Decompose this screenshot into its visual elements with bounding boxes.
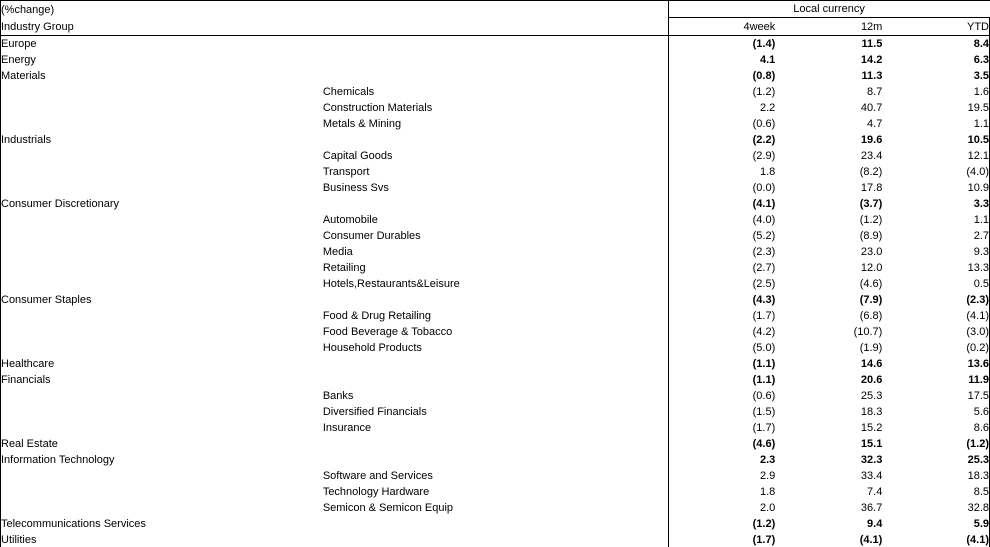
table-row — [1, 228, 990, 244]
value-ytd: 10.5 — [882, 132, 989, 148]
table-row — [1, 116, 990, 132]
row-group-empty — [1, 148, 323, 164]
value-4week: (1.2) — [668, 516, 775, 532]
value-4week: (4.3) — [668, 292, 775, 308]
table-body — [1, 36, 990, 547]
value-4week: 4.1 — [668, 52, 775, 68]
value-12m: 11.3 — [861, 70, 883, 82]
sub-industry-label: Automobile — [322, 214, 378, 226]
value-12m: (1.2) — [859, 214, 883, 226]
value-12m: (8.2) — [859, 166, 883, 178]
value-ytd: 5.9 — [882, 516, 989, 532]
value-12m: 12.0 — [860, 262, 883, 274]
row-sub-empty — [323, 372, 668, 388]
table-row — [1, 420, 990, 436]
value-12m: 7.4 — [867, 486, 883, 498]
table-row — [1, 532, 990, 547]
header-row-periods — [1, 18, 990, 36]
value-4week: (1.7) — [668, 308, 775, 324]
table-row — [1, 436, 990, 452]
sector-label: Europe — [1, 36, 323, 53]
row-sub-empty — [323, 356, 668, 372]
table-row — [1, 356, 990, 372]
sub-industry-label: Media — [322, 246, 353, 258]
row-sub-empty — [323, 196, 668, 212]
value-4week: (2.7) — [668, 260, 775, 276]
row-group-empty — [1, 100, 323, 116]
table-row — [1, 84, 990, 100]
sector-label: Industrials — [1, 132, 323, 148]
value-12m: 25.3 — [860, 390, 883, 402]
value-4week: (1.7) — [668, 420, 775, 436]
value-4week: (1.1) — [668, 356, 775, 372]
value-ytd: 2.7 — [882, 228, 989, 244]
value-ytd: (4.1) — [882, 532, 989, 547]
row-group-empty — [1, 212, 323, 228]
value-12m: 11.5 — [861, 38, 883, 50]
sector-label: Real Estate — [1, 436, 323, 452]
value-4week: (0.6) — [668, 116, 775, 132]
table-row — [1, 68, 990, 84]
sector-label: Healthcare — [1, 356, 323, 372]
table-row — [1, 212, 990, 228]
value-12m: 9.4 — [867, 518, 883, 530]
sub-industry-label: Construction Materials — [322, 102, 433, 114]
row-sub-empty — [323, 292, 668, 308]
value-ytd: 8.4 — [882, 36, 989, 53]
sub-industry-label: Food Beverage & Tobacco — [322, 326, 453, 338]
value-ytd: 0.5 — [882, 276, 989, 292]
table-row — [1, 164, 990, 180]
value-4week: (5.0) — [668, 340, 775, 356]
value-4week: (1.2) — [668, 84, 775, 100]
sub-industry-label: Business Svs — [322, 182, 389, 194]
value-4week: 2.2 — [668, 100, 775, 116]
value-4week: (2.2) — [668, 132, 775, 148]
sub-industry-label: Metals & Mining — [322, 118, 402, 130]
value-4week: (1.1) — [668, 372, 775, 388]
sub-industry-label: Household Products — [322, 342, 422, 354]
row-sub-empty — [323, 532, 668, 547]
sub-industry-label: Semicon & Semicon Equip — [322, 502, 454, 514]
value-12m: 36.7 — [860, 502, 883, 514]
row-group-empty — [1, 468, 323, 484]
row-group-empty — [1, 340, 323, 356]
value-ytd: 1.6 — [882, 84, 989, 100]
row-group-empty — [1, 116, 323, 132]
value-12m: (6.8) — [859, 310, 883, 322]
value-ytd: 25.3 — [882, 452, 989, 468]
value-4week: 2.3 — [668, 452, 775, 468]
value-12m: 15.2 — [860, 422, 883, 434]
value-4week: (0.6) — [668, 388, 775, 404]
value-ytd: 13.3 — [882, 260, 989, 276]
sub-industry-label: Chemicals — [322, 86, 375, 98]
value-ytd: 17.5 — [882, 388, 989, 404]
sector-label: Utilities — [1, 532, 323, 547]
sub-industry-label: Food & Drug Retailing — [322, 310, 432, 322]
table-row — [1, 260, 990, 276]
value-12m: 18.3 — [860, 406, 883, 418]
sub-industry-label: Transport — [322, 166, 370, 178]
value-ytd: 9.3 — [882, 244, 989, 260]
value-12m: 14.6 — [860, 358, 883, 370]
table-row — [1, 196, 990, 212]
table-row — [1, 516, 990, 532]
value-4week: (1.4) — [668, 36, 775, 53]
value-ytd: (4.1) — [882, 308, 989, 324]
sub-industry-label: Hotels,Restaurants&Leisure — [322, 278, 460, 290]
sub-industry-label: Software and Services — [322, 470, 433, 482]
header-spacer — [323, 1, 668, 18]
row-group-empty — [1, 164, 323, 180]
value-4week: (4.6) — [668, 436, 775, 452]
sector-label: Materials — [1, 68, 323, 84]
row-group-empty — [1, 420, 323, 436]
value-12m: (3.7) — [859, 198, 883, 210]
value-4week: 1.8 — [668, 484, 775, 500]
value-ytd: 8.6 — [882, 420, 989, 436]
value-ytd: 32.8 — [882, 500, 989, 516]
value-12m: 23.0 — [860, 246, 883, 258]
row-group-empty — [1, 500, 323, 516]
value-ytd: 3.3 — [882, 196, 989, 212]
value-4week: (1.7) — [668, 532, 775, 547]
table-row — [1, 148, 990, 164]
value-ytd: (1.2) — [882, 436, 989, 452]
row-group-empty — [1, 388, 323, 404]
value-12m: 33.4 — [860, 470, 883, 482]
row-group-empty — [1, 180, 323, 196]
value-4week: (1.5) — [668, 404, 775, 420]
row-group-empty — [1, 244, 323, 260]
value-4week: (0.0) — [668, 180, 775, 196]
value-12m: (8.9) — [859, 230, 883, 242]
value-12m: 15.1 — [860, 438, 883, 450]
table-row — [1, 324, 990, 340]
value-12m: 4.7 — [867, 118, 883, 130]
table-row — [1, 100, 990, 116]
table-row — [1, 452, 990, 468]
value-4week: (0.8) — [668, 68, 775, 84]
value-ytd: 3.5 — [882, 68, 989, 84]
table-row — [1, 36, 990, 53]
table-row — [1, 308, 990, 324]
table-row — [1, 340, 990, 356]
value-ytd: 1.1 — [882, 212, 989, 228]
row-group-empty — [1, 260, 323, 276]
row-group-empty — [1, 84, 323, 100]
row-sub-empty — [323, 68, 668, 84]
value-12m: 17.8 — [860, 182, 883, 194]
row-group-empty — [1, 308, 323, 324]
table-row — [1, 132, 990, 148]
table-row — [1, 484, 990, 500]
value-ytd: 18.3 — [882, 468, 989, 484]
column-header-ytd: YTD — [882, 18, 989, 36]
table-row — [1, 244, 990, 260]
value-4week: (2.5) — [668, 276, 775, 292]
table-row — [1, 372, 990, 388]
value-ytd: (3.0) — [882, 324, 989, 340]
sector-label: Consumer Discretionary — [1, 196, 323, 212]
value-12m: (1.9) — [859, 342, 883, 354]
value-ytd: 5.6 — [882, 404, 989, 420]
value-12m: (4.1) — [775, 532, 882, 547]
sub-industry-label: Diversified Financials — [322, 406, 427, 418]
sector-label: Financials — [1, 372, 323, 388]
value-12m: 23.4 — [860, 150, 883, 162]
value-12m: 8.7 — [867, 86, 883, 98]
table-row — [1, 292, 990, 308]
value-4week: (2.9) — [668, 148, 775, 164]
row-sub-empty — [323, 516, 668, 532]
value-ytd: 8.5 — [882, 484, 989, 500]
value-4week: (5.2) — [668, 228, 775, 244]
value-4week: 1.8 — [668, 164, 775, 180]
value-ytd: 19.5 — [882, 100, 989, 116]
value-12m: 32.3 — [860, 454, 883, 466]
row-sub-empty — [323, 132, 668, 148]
value-ytd: 1.1 — [882, 116, 989, 132]
table-row — [1, 404, 990, 420]
value-12m: 14.2 — [860, 54, 883, 66]
table-row — [1, 468, 990, 484]
value-12m: 20.6 — [860, 374, 883, 386]
sub-industry-label: Consumer Durables — [322, 230, 421, 242]
sector-label: Telecommunications Services — [1, 516, 323, 532]
value-12m: (4.6) — [859, 278, 883, 290]
value-ytd: 12.1 — [882, 148, 989, 164]
industry-group-header: Industry Group — [1, 18, 323, 36]
row-group-empty — [1, 404, 323, 420]
sector-label: Information Technology — [1, 452, 323, 468]
sub-industry-label: Banks — [322, 390, 354, 402]
table-row — [1, 500, 990, 516]
value-4week: 2.9 — [668, 468, 775, 484]
table-row — [1, 388, 990, 404]
value-ytd: (0.2) — [882, 340, 989, 356]
value-4week: (2.3) — [668, 244, 775, 260]
row-sub-empty — [323, 36, 668, 53]
header-spacer-2 — [323, 18, 668, 36]
row-sub-empty — [323, 436, 668, 452]
row-group-empty — [1, 324, 323, 340]
row-sub-empty — [323, 452, 668, 468]
value-ytd: (2.3) — [882, 292, 989, 308]
sub-industry-label: Capital Goods — [322, 150, 393, 162]
value-4week: (4.0) — [668, 212, 775, 228]
row-group-empty — [1, 484, 323, 500]
value-4week: (4.2) — [668, 324, 775, 340]
column-header-4week: 4week — [668, 18, 775, 36]
local-currency-header: Local currency — [668, 1, 989, 18]
sector-label: Consumer Staples — [1, 292, 323, 308]
value-4week: (4.1) — [668, 196, 775, 212]
row-group-empty — [1, 276, 323, 292]
row-sub-empty — [323, 52, 668, 68]
value-ytd: 6.3 — [882, 52, 989, 68]
value-12m: 40.7 — [860, 102, 883, 114]
value-ytd: 11.9 — [882, 372, 989, 388]
value-ytd: (4.0) — [882, 164, 989, 180]
sub-industry-label: Technology Hardware — [322, 486, 430, 498]
header-row-currency — [1, 1, 990, 18]
value-4week: 2.0 — [668, 500, 775, 516]
pct-change-label: (%change) — [1, 1, 323, 18]
column-header-12m: 12m — [775, 18, 882, 36]
value-12m: (7.9) — [859, 294, 883, 306]
sub-industry-label: Retailing — [322, 262, 366, 274]
value-12m: 19.6 — [860, 134, 883, 146]
table-row — [1, 52, 990, 68]
sector-label: Energy — [1, 52, 323, 68]
sub-industry-label: Insurance — [322, 422, 372, 434]
table-row — [1, 276, 990, 292]
value-12m: (10.7) — [853, 326, 883, 338]
value-ytd: 13.6 — [882, 356, 989, 372]
row-group-empty — [1, 228, 323, 244]
value-ytd: 10.9 — [882, 180, 989, 196]
table-row — [1, 180, 990, 196]
